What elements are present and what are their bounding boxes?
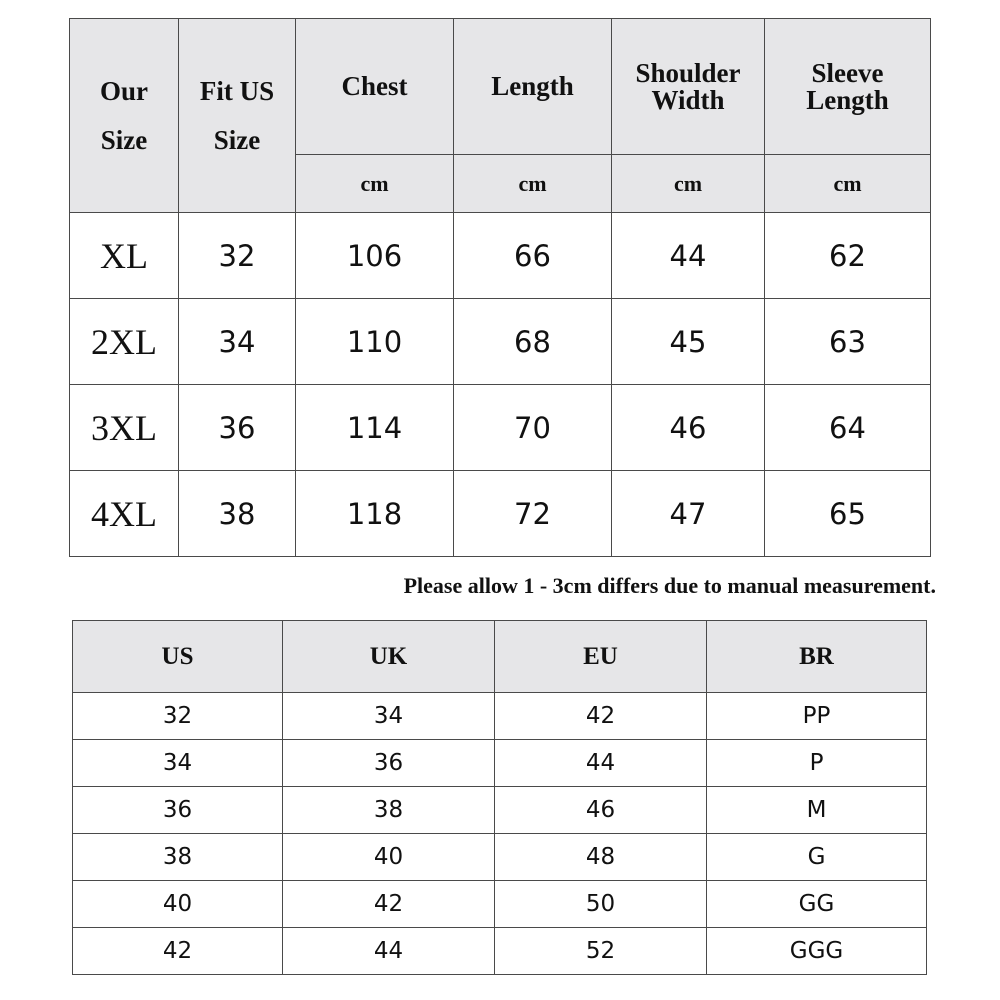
cell-br: P [707,740,927,787]
cell-uk: 38 [283,787,495,834]
conversion-row [73,881,927,928]
header-chest: Chest [296,19,454,155]
conversion-row [73,740,927,787]
cell-br: GG [707,881,927,928]
cell-shoulder: 44 [612,213,765,299]
cell-chest: 110 [296,299,454,385]
size-row [70,213,931,299]
cell-length: 68 [454,299,612,385]
cell-us: 34 [73,740,283,787]
cell-us: 38 [73,834,283,881]
size-conversion-table [72,620,927,975]
unit-chest: cm [296,155,454,213]
cell-br: M [707,787,927,834]
cell-fit-us: 38 [179,471,296,557]
cell-eu: 52 [495,928,707,975]
cell-eu: 50 [495,881,707,928]
cell-shoulder: 46 [612,385,765,471]
cell-uk: 44 [283,928,495,975]
cell-chest: 114 [296,385,454,471]
header-us: US [73,621,283,693]
header-eu: EU [495,621,707,693]
header-uk: UK [283,621,495,693]
cell-uk: 36 [283,740,495,787]
cell-eu: 46 [495,787,707,834]
cell-shoulder: 47 [612,471,765,557]
cell-eu: 48 [495,834,707,881]
size-row [70,471,931,557]
cell-br: PP [707,693,927,740]
size-chart-header-row [70,19,931,155]
cell-eu: 44 [495,740,707,787]
cell-sleeve: 62 [765,213,931,299]
cell-us: 32 [73,693,283,740]
cell-length: 66 [454,213,612,299]
cell-shoulder: 45 [612,299,765,385]
unit-length: cm [454,155,612,213]
cell-uk: 42 [283,881,495,928]
header-br: BR [707,621,927,693]
cell-fit-us: 32 [179,213,296,299]
size-row [70,385,931,471]
conversion-row [73,787,927,834]
cell-fit-us: 34 [179,299,296,385]
cell-chest: 118 [296,471,454,557]
measurement-note: Please allow 1 - 3cm differs due to manual measurement. [403,573,936,598]
header-length: Length [454,19,612,155]
cell-our-size: 4XL [70,471,179,557]
conversion-row [73,834,927,881]
cell-uk: 40 [283,834,495,881]
cell-us: 36 [73,787,283,834]
unit-shoulder-width: cm [612,155,765,213]
cell-us: 42 [73,928,283,975]
conversion-row [73,693,927,740]
cell-our-size: 2XL [70,299,179,385]
cell-br: GGG [707,928,927,975]
header-fit-us-size: Fit US Size [179,19,296,213]
cell-fit-us: 36 [179,385,296,471]
size-row [70,299,931,385]
cell-sleeve: 65 [765,471,931,557]
cell-our-size: 3XL [70,385,179,471]
cell-sleeve: 64 [765,385,931,471]
cell-length: 72 [454,471,612,557]
cell-br: G [707,834,927,881]
cell-us: 40 [73,881,283,928]
header-sleeve-length: Sleeve Length [765,19,931,155]
conversion-header-row [73,621,927,693]
cell-our-size: XL [70,213,179,299]
cell-uk: 34 [283,693,495,740]
cell-eu: 42 [495,693,707,740]
header-our-size: Our Size [70,19,179,213]
unit-sleeve-length: cm [765,155,931,213]
size-chart-table [69,18,931,557]
cell-length: 70 [454,385,612,471]
cell-chest: 106 [296,213,454,299]
header-shoulder-width: Shoulder Width [612,19,765,155]
cell-sleeve: 63 [765,299,931,385]
conversion-row [73,928,927,975]
